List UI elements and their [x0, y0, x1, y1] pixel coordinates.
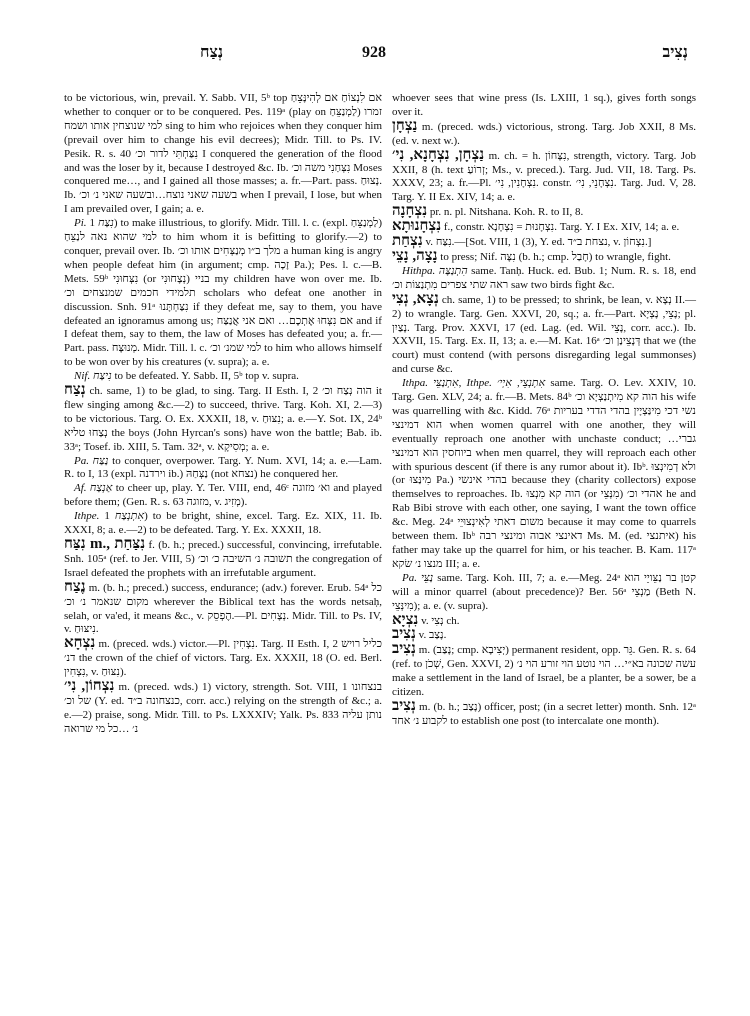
entry-headword: נִצְחוֹן, נִי׳	[64, 678, 115, 695]
entry-text: whoever sees that wine press (Is. LXIII, 1 sq.), gives forth songs over it.	[392, 92, 696, 118]
entry-headword: Ithpe. אִתְנְצַח	[74, 510, 145, 523]
dictionary-entry	[64, 578, 382, 638]
entry-text: to cheer up, play. Y. Ter. VIII, end, 46ᶜ וא׳ מזוגה and played before them; (Gen. R. s. 63 מזוגה, v. מְזִיג).	[64, 482, 382, 509]
dictionary-entry	[392, 220, 696, 235]
dictionary-entry	[392, 643, 696, 700]
entry-headword: נָצָה, נָצֵי	[392, 247, 438, 264]
entry-text: m. (preced. wds.) victor.—Pl. נִצְחִין. Targ. II Esth. I, 2 כליל רויש דנ׳ the crown of the chief of victors. Targ. Ex. XXXII, 18 (O. ed. Berl. נִצְחִין, v. נִצּוּחַ).	[64, 638, 382, 679]
entry-text: 1) to make illustrious, to glorify. Midr. Till. l. c. (expl. לַמְנַצֵּחַ) למי שהוא נאה לנַצֵּחַ to him whom it is befitting to glorify.—2) to conquer, prevail over. Ib. מלך ב״ו מְנַצְּחִים אותו וכ׳ a human king is angry when people defeat him (in argument; cmp. זָכָה Pa.); Pes. l. c.—B. Mets. 59ᵇ נִצְּחוּנִי (or נְצָחוּנִי) בניי my children have won over me. Ib. תלמידי חכמים שמנצחים וכ׳ scholars who defeat one another in discussion. Snh. 91ᵃ נִצַּחְתָּנוּ if they defeat me, say to them, you have defeated an ignoramus among us; אם נִצְּחוּ אֶתְכֶם… ואם אני אֲנַצַּח and if I defeat them, say to them, the law of Moses has defeated you; a. fr.—Part. pass. מְנוּצָּח. Midr. Till. l. c. למי שמנ׳ וכ׳ to him who allows himself to be won over by his creatures (v. supra); a. e.	[64, 217, 383, 369]
entry-text: m. (b. h.; נָצַב) officer, post; (in a secret letter) month. Snh. 12ᵃ לקבוע נ׳ אחד to establish one post (to intercalate one month).	[392, 700, 697, 727]
dictionary-entry	[392, 117, 696, 149]
dictionary-entry	[64, 455, 382, 483]
entry-headword: נִצְחָא	[64, 635, 96, 652]
entry-headword: נִצְיָא	[392, 611, 419, 628]
entry-text: to be defeated. Y. Sabb. II, 5ᵇ top v. supra.	[114, 370, 299, 383]
entry-text: pr. n. pl. Nitshana. Koh. R. to II, 8.	[429, 206, 584, 219]
entry-headword: נַצְחָן, נִצְחָנָא, נִי׳	[392, 146, 485, 163]
dictionary-entry	[64, 510, 382, 538]
entry-headword: נִצְחַת	[392, 233, 423, 250]
entry-headword: נְצַח	[64, 382, 86, 399]
entry-headword: Ithpa. אִתְנַצֵּי, Ithpe. אִתְנְצֵי, אִיְי׳	[402, 377, 546, 390]
entry-text: f. (b. h.; preced.) successful, convincing, irrefutable. Snh. 105ᵃ (ref. to Jer. VIII, 5) תשובה נ׳ השיבה כ׳ וכ׳ the congregation of Israel defeated the prophets with an irrefutable argument.	[64, 539, 383, 579]
dictionary-entry	[64, 384, 382, 455]
page-header	[60, 44, 688, 70]
right-running-headword: נְצִיב	[662, 44, 688, 61]
entry-text: ch. same, 1) to be pressed; to shrink, be lean, v. נְצָא II.—2) to wrangle. Targ. Gen. XXVI, 20, sq.; a. fr.—Part. נָצֵי, נָצְיָא; pl. נָצַיִן. Targ. Prov. XXVI, 17 (ed. Lag. (ed. Wil. נָצֵי, corr. acc.). Ib. XXVII, 15. Targ. Ex. II, 13; a. e.—M. Kat. 16ᵃ דְּנָצֵינַן וכ׳ that we (the court) must contend (with persons disregarding legal summonses) and curse &c.	[392, 293, 697, 376]
left-running-headword: נְצַח	[200, 44, 224, 61]
dictionary-entry	[392, 628, 696, 643]
dictionary-entry	[392, 247, 696, 265]
entry-text: f., constr. נִצְחָנוּת = נִצְחָנָא. Targ. Y. I Ex. XIV, 14; a. e.	[443, 221, 680, 234]
right-column	[392, 92, 696, 729]
dictionary-entry	[64, 637, 382, 680]
entry-headword: Af. אַנְצַח	[74, 482, 113, 495]
dictionary-entry	[392, 290, 697, 377]
dictionary-entry	[392, 377, 696, 572]
entry-headword: נַצְחָן	[392, 117, 418, 134]
entry-text: m. ch. = h. נִצָּחוֹן, strength, victory. Targ. Job XXII, 8 (h. text זְרוֹעַ; Ms., v. preced.). Targ. Jud. VII, 18. Targ. Ps. XXXV, 23; a. fr.—Pl. נִצְחָנִין, נִי׳. constr. נִצְחָנֵי, נִי׳. Targ. Jud. V, 28. Targ. Y. II Ex. XIV, 14; a. e.	[392, 149, 697, 204]
entry-text: to conquer, overpower. Targ. Y. Num. XVI, 14; a. e.—Lam. R. to I, 13 (expl. וירדנה ib.) נַצְּחַהּ (not נצחא) he conquered her.	[64, 454, 382, 481]
entry-headword: נְצִיב	[392, 626, 416, 643]
entry-headword: Nif. נִיצַּח	[74, 370, 112, 383]
entry-text: same. Tanḥ. Huck. ed. Bub. 1; Num. R. s. 18, end ראה שתי צפרים מִתְנַצּוֹת וכ׳ saw two birds fight &c.	[392, 264, 697, 291]
dictionary-entry	[64, 92, 382, 217]
entry-headword: נִצְחָנָה	[392, 203, 428, 220]
dictionary-entry	[392, 572, 696, 614]
entry-text: to press; Nif. נִצָּה (b. h.; cmp. חָבַל) to wrangle, fight.	[440, 250, 671, 263]
entry-headword: Pa. נַצַּח	[74, 454, 109, 467]
entry-headword: נִצַּח m., נִצַּחַת	[64, 536, 146, 552]
dictionary-entry	[64, 370, 382, 384]
entry-headword: נְצָא, נְצִי	[392, 290, 439, 307]
entry-text: v. נִצַּח.—[Sot. VIII, 1 (3), Y. ed. נצחת ב״ד, v. נִצְחוֹן.]	[425, 236, 652, 249]
dictionary-entry	[64, 680, 382, 737]
left-column	[64, 92, 382, 737]
entry-headword: נֶצַח	[64, 578, 86, 595]
entry-text: same. Targ. Koh. III, 7; a. e.—Meg. 24ᵃ קטן בר נַצֵּויֵי הוא will a minor quarrel (about precedence)? Ber. 56ᵃ מַנְצֵי (Beth N. מִינְּצֵי); a. e. (v. supra).	[392, 571, 696, 612]
dictionary-entry	[392, 265, 696, 293]
entry-text: to be victorious, win, prevail. Y. Sabb. VII, 5ᵇ top אם לִנְצוֹחַ אם לְהִינָּצֵחַ whether to conquer or to be conquered. Pes. 119ᵃ (play on לַמְנַצֵּחַ) זמרו למי שנוצחין אותו ושמח sing to him who rejoices when they conquer him (prevail over him to change his evil decrees); Midr. Till. to Ps. IV. Pesik. R. s. 40 נִצַּחְתִּי לדור וכ׳ I conquered the generation of the flood and was the loser by it, because I destroyed &c. Ib. נִצְּחַנִי משה וכ׳ Moses conquered me…, and I gained all those masses; a. fr.—Part. pass. נָצוּחַ. Ib. בשעה שאני נוצח…ובשעה שאני נ׳ וכ׳ when I prevail, I lose, but when I am prevailed over, I gain; a. e.	[64, 92, 383, 216]
entry-headword: Pi. נִצַּח	[74, 217, 114, 230]
entry-text: v. נְצִי ch.	[421, 614, 460, 627]
entry-headword: נִצְחָנוּתָא	[392, 218, 442, 235]
dictionary-entry	[392, 697, 697, 729]
entry-text: m. (נָצַב; cmp. יְצִיבָא) permanent resident, opp. גֵּר. Gen. R. s. 64 (ref. to שְׁכֹן, Gen. XXVI, 2) עשה שכונה בא״י… הוי נוטע הוי זורע הוי נ׳ make a settlement in the land of Israel, be a planter, be a sower, be a citizen.	[392, 644, 697, 699]
page-number: 928	[362, 44, 386, 61]
entry-headword: נְצִיב	[392, 641, 416, 658]
dictionary-entry	[392, 611, 696, 629]
dictionary-entry	[64, 217, 382, 370]
entry-text: m. (preced. wds.) 1) victory, strength. Sot. VIII, 1 בנצחונו של וכ׳ (Y. ed. כנצחונה ב״ד, corr. acc.) relying on the strength of &c.; a. e.—2) praise, song. Midr. Till. to Ps. LXXXIV; Yalk. Ps. 833 נותן עליה נ׳ …כל מי שרואה	[64, 681, 382, 735]
entry-text: v. נָצַב.	[418, 629, 447, 642]
dictionary-entry	[64, 482, 382, 510]
entry-text: same. Targ. O. Lev. XXIV, 10. Targ. Gen. XLV, 24; a. fr.—B. Mets. 84ᵇ הוה קא מִיתְנַצְיָא וכ׳ his wife was quarrelling with &c. Kidd. 76ᵃ נשי דכי מִינַּצְיָין בהדי הדדי בעריות הוא דמינצי when women quarrel with one another, they will eventually reproach one another with unchaste conduct; גברי… ביוחסין הוא דמינצי when men quarrel, they will reproach each other with spurious descent (if there is any rumor about it). Ibᵇ. ולא דְמִינְצוּ (or מִינַּצוּ Pa.) בהדי אינשי because they (charity collectors) expose themselves to reproaches. Ib. הוה קא מִנְצוּ (or מִנְּצֵי) אהדי וכ׳ he and Rab Bibi strove with each other, one saying, I want the town office &c. Meg. 24ᵃ משום דאתי לְאִינְצוּיֵי because it may come to quarrels between them. Ibᵇ דאינצי אבוה ומינצי רבה Ms. M. (ed. איתנצי) his father may take up the quarrel for him, or his teacher. B. Kam. 117ᵃ מנצו נ׳ שׂקא III; a. e.	[392, 377, 697, 570]
entry-headword: נְצִיב	[392, 697, 416, 714]
entry-text: ch. same, 1) to be glad, to sing. Targ. II Esth. I, 2 הוה נְצַח וכ׳ it flew singing among &c.—2) to succeed, thrive. Targ. Koh. XI, 2.—3) to be victorious. Targ. O. Ex. XXXII, 18, v. נִצּוּחַ; a. e.—Y. Sot. IX, 24ᵇ נְצַחוּ טליא the boys (John Hyrcan's sons) have won the battle; Bab. ib. 33ᵃ; Tosef. ib. XIII, 5. Tam. 32ᵃ, v. מְסִיקָא; a. e.	[64, 385, 382, 453]
entry-text: 1) to be bright, shine, excel. Targ. Ez. XIX, 11. Ib. XXXI, 8; a. e.—2) to be defeated. Targ. Y. Ex. XXXII, 18.	[64, 510, 382, 537]
dictionary-entry	[64, 538, 382, 581]
entry-text: m. (b. h.; preced.) success, endurance; (adv.) forever. Erub. 54ᵃ כל מקום שנאמר נ׳ וכ׳ wherever the Biblical text has the words netsaḥ, selah, or va'ed, it means &c., v. הֶפְסֵק.—Pl. נְצָחִים. Midr. Till. to Ps. IV, v. נִיצּוּחַ.	[64, 581, 382, 636]
dictionary-entry	[392, 92, 696, 120]
entry-headword: Pa. נַצֵּי	[402, 571, 434, 584]
entry-text: m. (preced. wds.) victorious, strong. Targ. Job XXII, 8 Ms. (ed. v. next w.).	[392, 120, 696, 147]
entry-headword: Hithpa. הִתְנַצָּה	[402, 264, 468, 277]
dictionary-entry	[392, 146, 697, 206]
